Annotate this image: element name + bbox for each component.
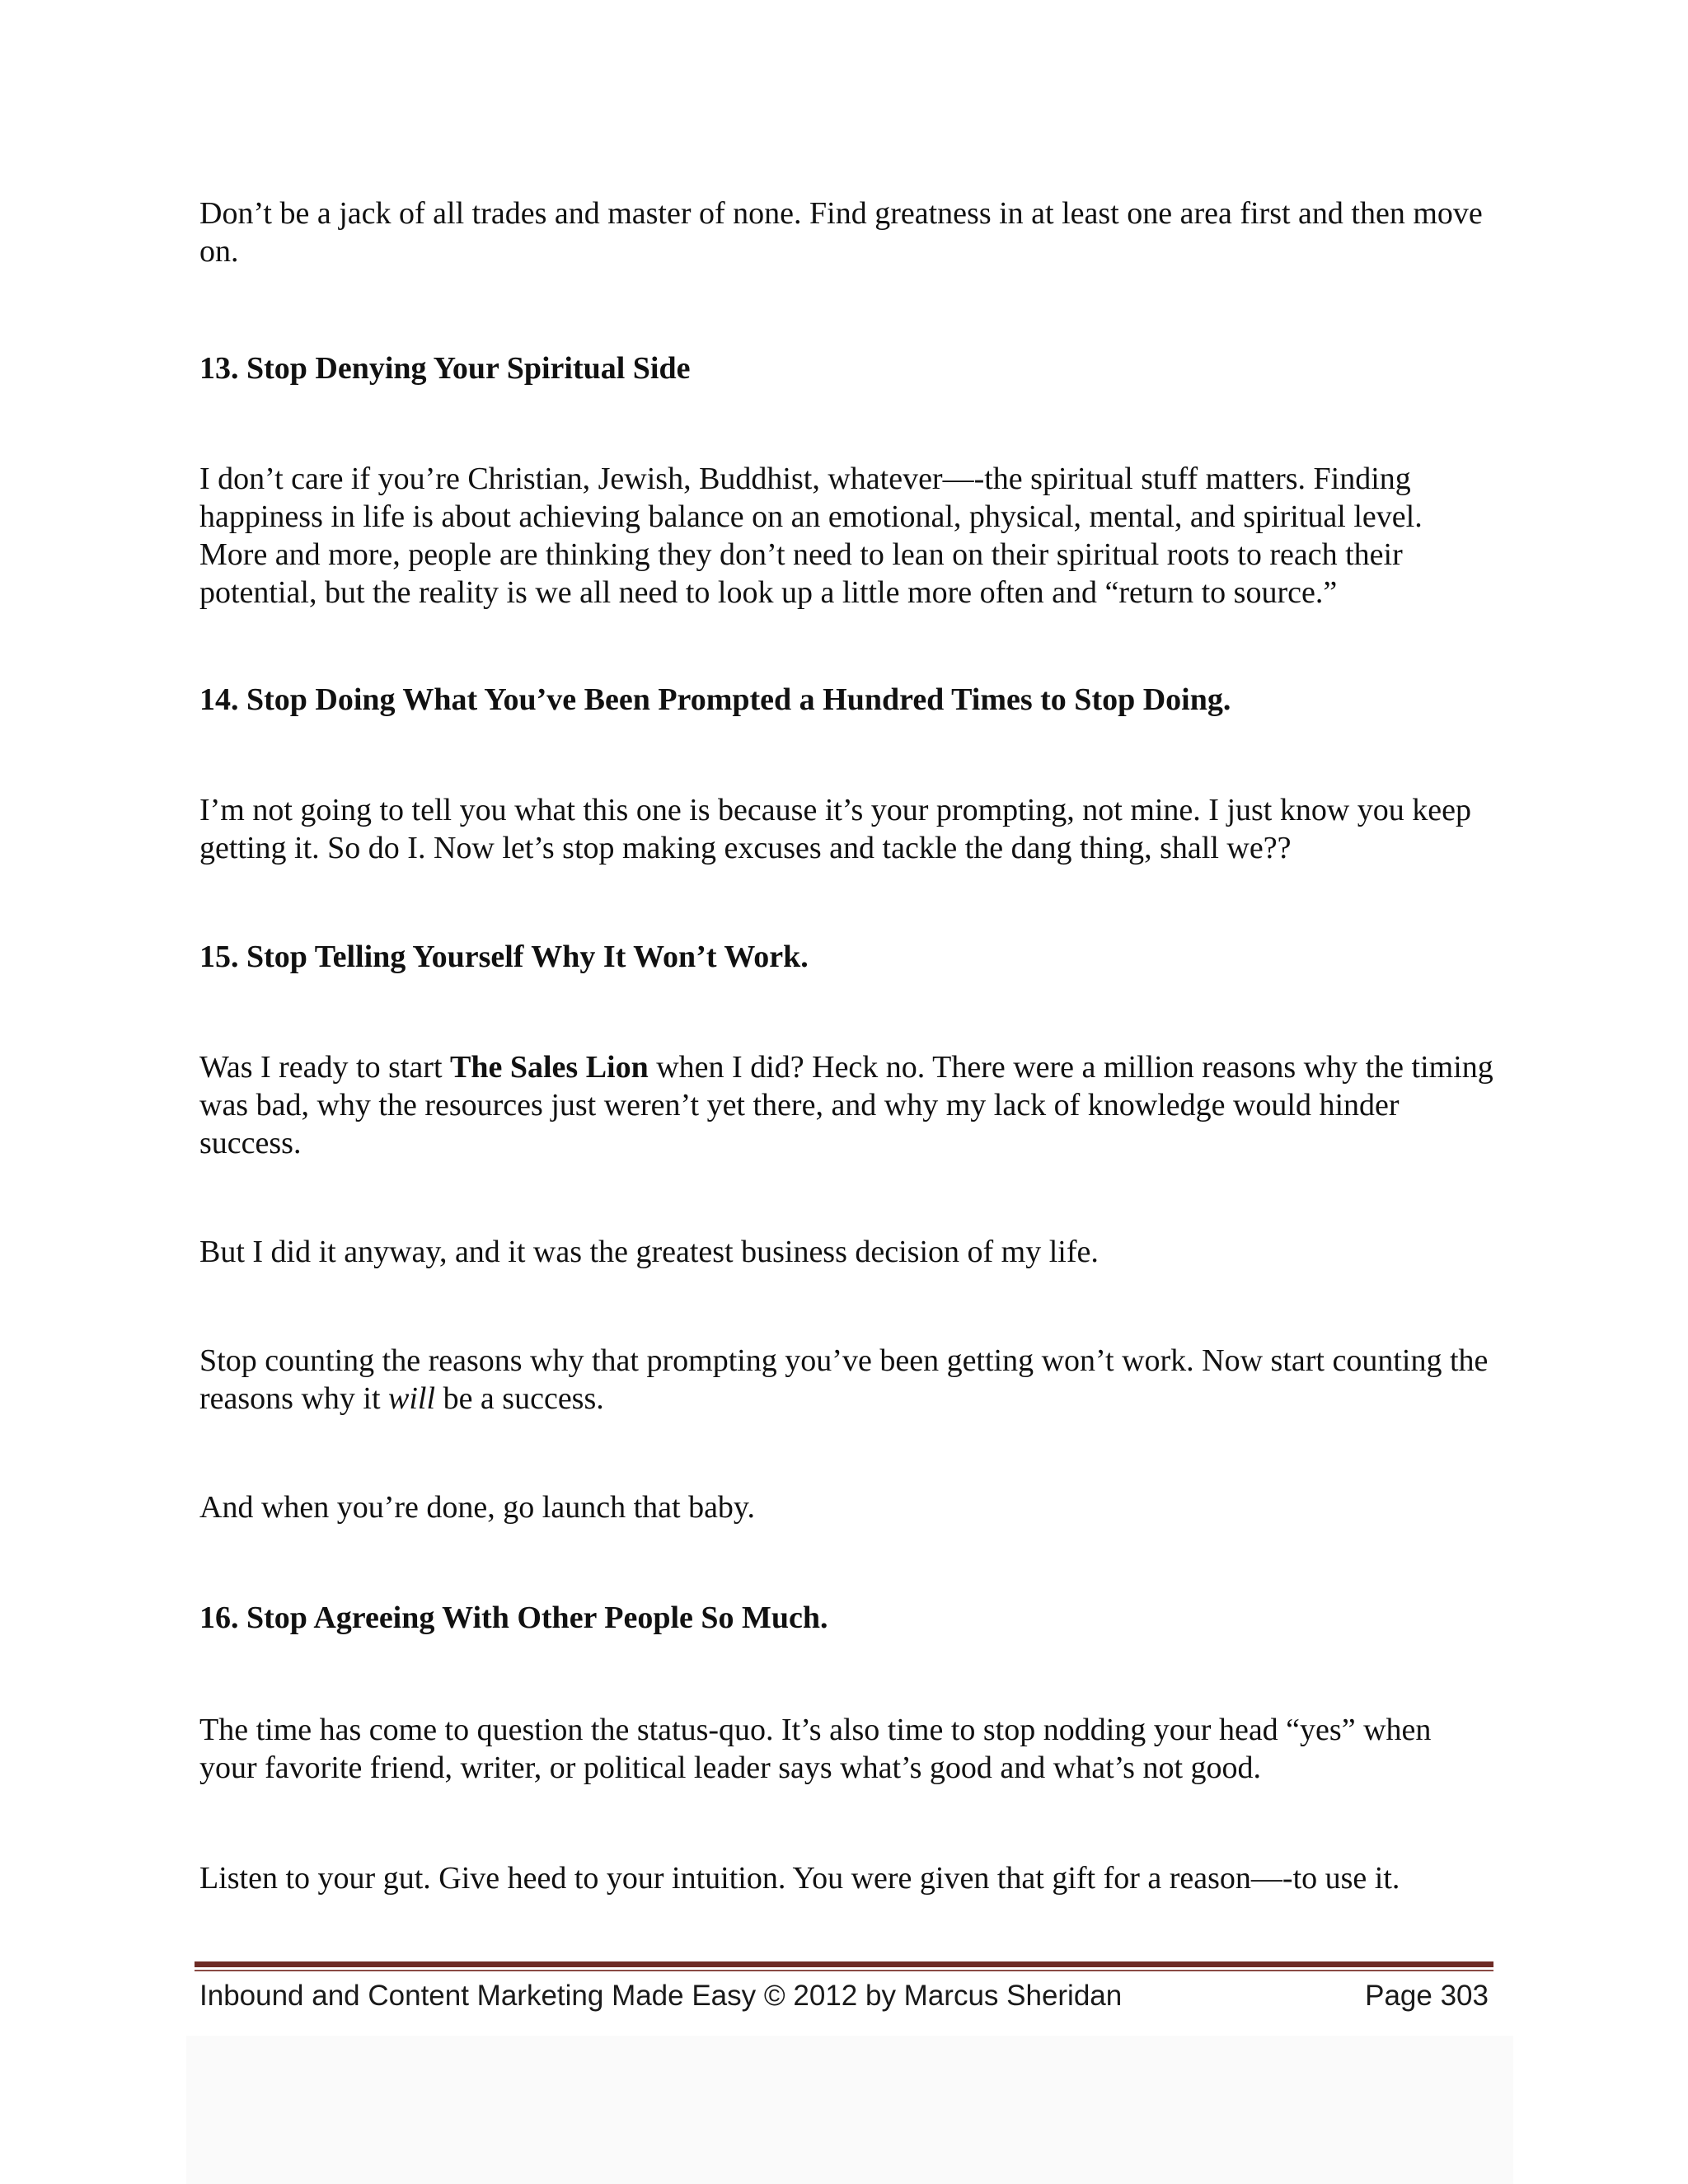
text-run: 14. Stop Doing What You’ve Been Prompted a Hundred Times to Stop Doing. (199, 682, 1231, 717)
body-paragraph (199, 1233, 1493, 1271)
text-run: I’m not going to tell you what this one is because it’s your prompting, not mine. I just know you keep getting it. So do I. Now let’s stop making excuses and tackle the dang thing, shall we?? (199, 793, 1472, 865)
text-run: Don’t be a jack of all trades and master of none. Find greatness in at least one area first and then move on. (199, 196, 1483, 269)
footer-rule-thick (195, 1961, 1493, 1967)
section-heading (199, 349, 1493, 387)
footer-page-number: Page 303 (1365, 1980, 1489, 2012)
text-run: I don’t care if you’re Christian, Jewish, Buddhist, whatever—-the spiritual stuff matters. Finding happiness in life is about achieving balance on an emotional, physical, mental, and spiritual level. More and more, people are thinking they don’t need to lean on their spiritual roots to reach their potential, but the reality is we all need to look up a little more often and “return to source.” (199, 462, 1423, 610)
body-paragraph (199, 460, 1493, 612)
text-run: And when you’re done, go launch that baby. (199, 1490, 755, 1525)
text-run: But I did it anyway, and it was the greatest business decision of my life. (199, 1235, 1099, 1269)
text-run: Stop counting the reasons why that prompting you’ve been getting won’t work. Now start counting the reasons why it (199, 1343, 1489, 1416)
text-run: 16. Stop Agreeing With Other People So Much. (199, 1601, 828, 1635)
page-footer (195, 1961, 1493, 2012)
body-paragraph (199, 1048, 1493, 1162)
text-run: be a success. (435, 1381, 604, 1416)
body-paragraph (199, 791, 1493, 867)
text-run: when I did? Heck no. There were a million reasons why the timing was bad, why the resources just weren’t yet there, and why my lack of knowledge would hinder success. (199, 1050, 1493, 1160)
footer-text-row (199, 1978, 1489, 2014)
body-paragraph (199, 1488, 1493, 1526)
section-heading (199, 1599, 1493, 1637)
bold-text: The Sales Lion (450, 1050, 649, 1085)
text-run: 15. Stop Telling Yourself Why It Won’t Work. (199, 940, 809, 974)
italic-text: will (388, 1381, 436, 1416)
body-paragraph (199, 1711, 1493, 1787)
section-heading (199, 938, 1493, 976)
footer-copyright: Inbound and Content Marketing Made Easy © 2012 by Marcus Sheridan (199, 1980, 1123, 2012)
text-run: Listen to your gut. Give heed to your intuition. You were given that gift for a reason—-to use it. (199, 1861, 1400, 1896)
text-run: The time has come to question the status-quo. It’s also time to stop nodding your head “yes” when your favorite friend, writer, or political leader says what’s good and what’s not good. (199, 1713, 1432, 1785)
body-paragraph (199, 194, 1493, 270)
footer-rule-thin (195, 1970, 1493, 1971)
section-heading (199, 681, 1493, 719)
page-bottom-shade (186, 2036, 1513, 2184)
text-run: Was I ready to start (199, 1050, 450, 1085)
body-paragraph (199, 1342, 1493, 1418)
text-run: 13. Stop Denying Your Spiritual Side (199, 351, 691, 386)
body-paragraph (199, 1859, 1493, 1897)
